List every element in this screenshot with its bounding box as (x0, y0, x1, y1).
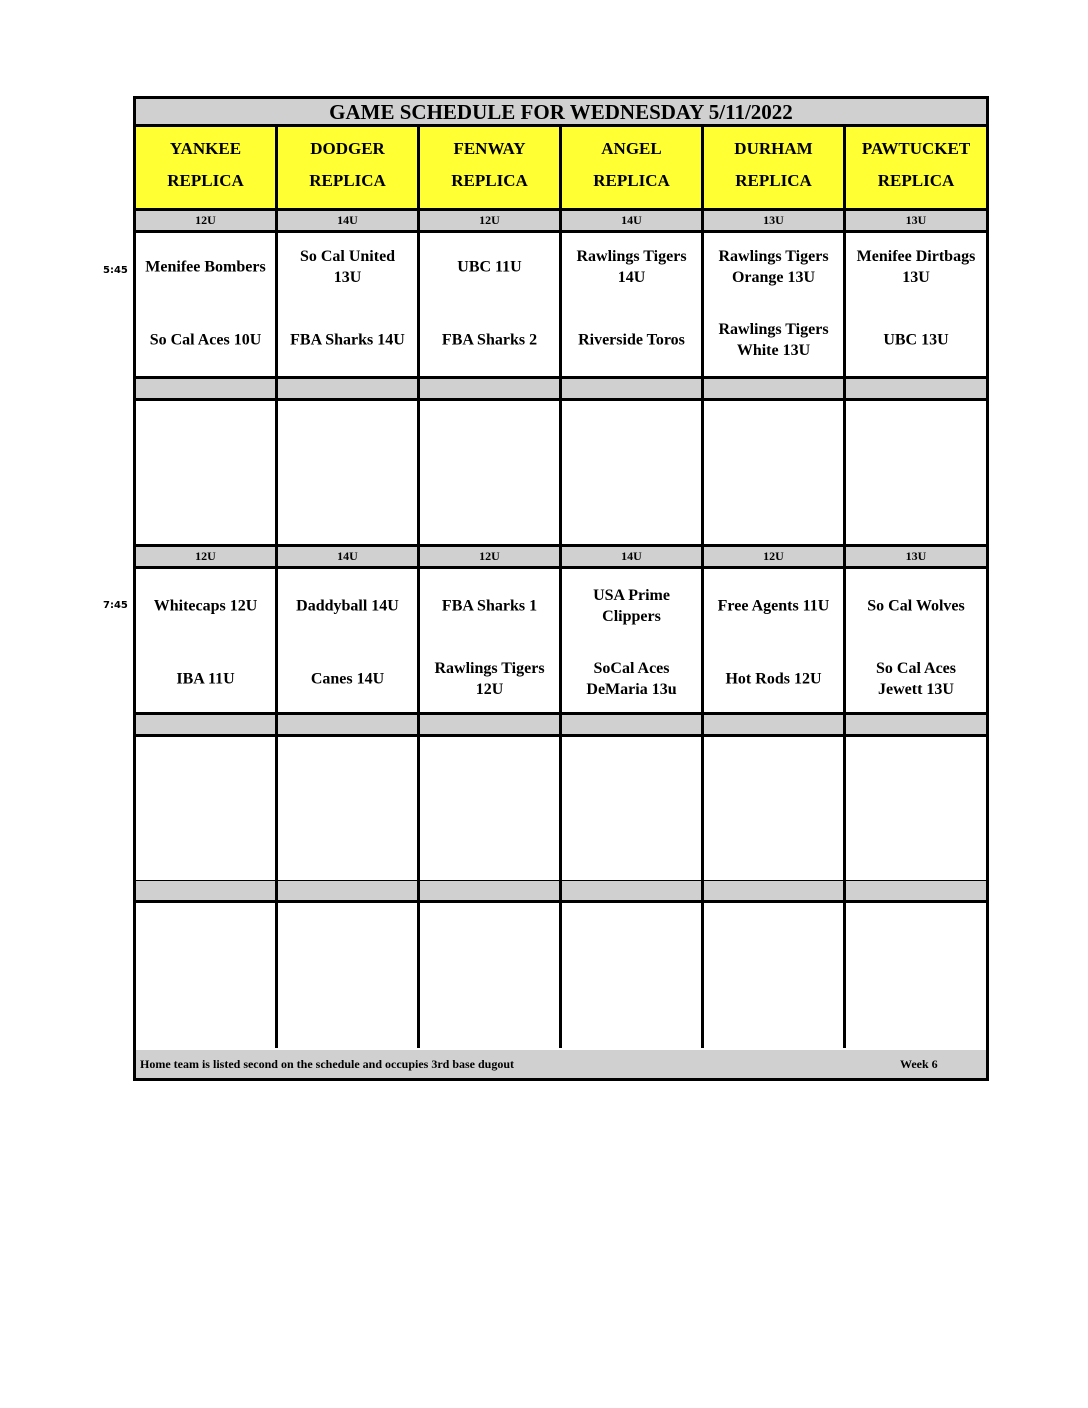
field-type: REPLICA (167, 171, 244, 190)
field-header (846, 127, 986, 211)
age-division-band (846, 379, 986, 401)
field-column-yankee (136, 127, 278, 1048)
age-division-band (562, 379, 701, 401)
game-slot (278, 737, 417, 883)
game-slot (846, 569, 986, 715)
field-header (136, 127, 275, 211)
game-slot (562, 569, 701, 715)
game-slot (278, 569, 417, 715)
game-slot (420, 401, 559, 547)
away-team: Free Agents 11U (717, 597, 830, 615)
field-column-durham (704, 127, 846, 1048)
home-team: FBA Sharks 2 (441, 331, 538, 349)
game-slot (704, 903, 843, 1048)
away-team: Whitecaps 12U (153, 597, 258, 615)
age-division-band (846, 881, 986, 903)
away-team: UBC 11U (457, 258, 522, 276)
away-team: Rawlings Tigers 14U (576, 248, 687, 286)
home-team: So Cal Aces Jewett 13U (876, 660, 956, 698)
game-slot (562, 233, 701, 379)
age-division-band: 12U (136, 547, 275, 569)
game-slot (278, 903, 417, 1048)
home-team-note: Home team is listed second on the schedule and occupies 3rd base dugout (140, 1057, 515, 1071)
game-slot (846, 737, 986, 883)
field-header (704, 127, 843, 211)
home-team: So Cal Aces 10U (149, 331, 262, 349)
time-label-545: 5:45 (103, 265, 128, 276)
age-division-band: 14U (562, 547, 701, 569)
game-slot (278, 401, 417, 547)
age-division-band (136, 379, 275, 401)
game-slot (704, 233, 843, 379)
game-slot (136, 401, 275, 547)
age-division-band (846, 715, 986, 737)
game-slot (846, 401, 986, 547)
field-type: REPLICA (735, 171, 812, 190)
age-division-band: 14U (278, 547, 417, 569)
away-team: Menifee Bombers (145, 258, 266, 276)
age-division-band: 12U (420, 211, 559, 233)
age-division-band: 14U (562, 211, 701, 233)
field-type: REPLICA (309, 171, 386, 190)
age-division-band: 13U (846, 547, 986, 569)
field-header (420, 127, 559, 211)
game-slot (136, 233, 275, 379)
field-name: FENWAY (453, 139, 526, 158)
game-slot (704, 737, 843, 883)
home-team: Rawlings Tigers White 13U (718, 321, 829, 359)
game-slot (278, 233, 417, 379)
schedule-title: GAME SCHEDULE FOR WEDNESDAY 5/11/2022 (136, 99, 986, 127)
footer-bar (136, 1050, 986, 1078)
field-name: DURHAM (734, 139, 813, 158)
schedule-table (133, 96, 989, 1081)
age-division-band (278, 881, 417, 903)
game-slot (562, 903, 701, 1048)
age-division-band (420, 881, 559, 903)
game-slot (136, 903, 275, 1048)
away-team: So Cal Wolves (867, 597, 965, 615)
field-type: REPLICA (451, 171, 528, 190)
game-slot (562, 737, 701, 883)
age-division-band (562, 715, 701, 737)
age-division-band (136, 881, 275, 903)
age-division-band (278, 715, 417, 737)
age-division-band: 12U (420, 547, 559, 569)
age-division-band (278, 379, 417, 401)
field-name: PAWTUCKET (861, 139, 971, 158)
game-slot (420, 569, 559, 715)
age-division-band (562, 881, 701, 903)
field-column-dodger (278, 127, 420, 1048)
away-team: Menifee Dirtbags 13U (856, 248, 976, 286)
age-division-band: 13U (704, 211, 843, 233)
field-columns (136, 127, 986, 1048)
home-team: Canes 14U (310, 670, 385, 688)
field-column-fenway (420, 127, 562, 1048)
game-slot (704, 569, 843, 715)
game-slot (420, 233, 559, 379)
home-team: SoCal Aces DeMaria 13u (586, 660, 677, 698)
time-label-745: 7:45 (103, 600, 128, 611)
field-header (278, 127, 417, 211)
field-column-angel (562, 127, 704, 1048)
age-division-band: 14U (278, 211, 417, 233)
home-team: IBA 11U (176, 670, 235, 688)
age-division-band (136, 715, 275, 737)
game-slot (136, 569, 275, 715)
away-team: Rawlings Tigers Orange 13U (718, 248, 829, 286)
away-team: Daddyball 14U (296, 597, 399, 615)
week-label: Week 6 (900, 1057, 938, 1071)
game-slot (136, 737, 275, 883)
away-team: USA Prime Clippers (593, 587, 670, 625)
away-team: So Cal United 13U (299, 248, 396, 286)
home-team: FBA Sharks 14U (290, 331, 405, 349)
age-division-band: 12U (704, 547, 843, 569)
age-division-band (420, 715, 559, 737)
field-name: ANGEL (601, 139, 662, 158)
home-team: Rawlings Tigers 12U (434, 660, 545, 698)
field-column-pawtucket (846, 127, 986, 1048)
age-division-band: 13U (846, 211, 986, 233)
field-header (562, 127, 701, 211)
age-division-band (704, 379, 843, 401)
home-team: Riverside Toros (578, 331, 685, 349)
field-name: YANKEE (169, 139, 242, 158)
field-type: REPLICA (877, 171, 955, 190)
game-slot (420, 903, 559, 1048)
age-division-band (420, 379, 559, 401)
age-division-band: 12U (136, 211, 275, 233)
game-slot (846, 903, 986, 1048)
home-team: Hot Rods 12U (725, 670, 822, 688)
field-type: REPLICA (593, 171, 670, 190)
game-slot (562, 401, 701, 547)
home-team: UBC 13U (883, 331, 949, 349)
game-slot (704, 401, 843, 547)
field-name: DODGER (310, 139, 385, 158)
age-division-band (704, 715, 843, 737)
game-slot (846, 233, 986, 379)
away-team: FBA Sharks 1 (441, 597, 538, 615)
game-slot (420, 737, 559, 883)
age-division-band (704, 881, 843, 903)
